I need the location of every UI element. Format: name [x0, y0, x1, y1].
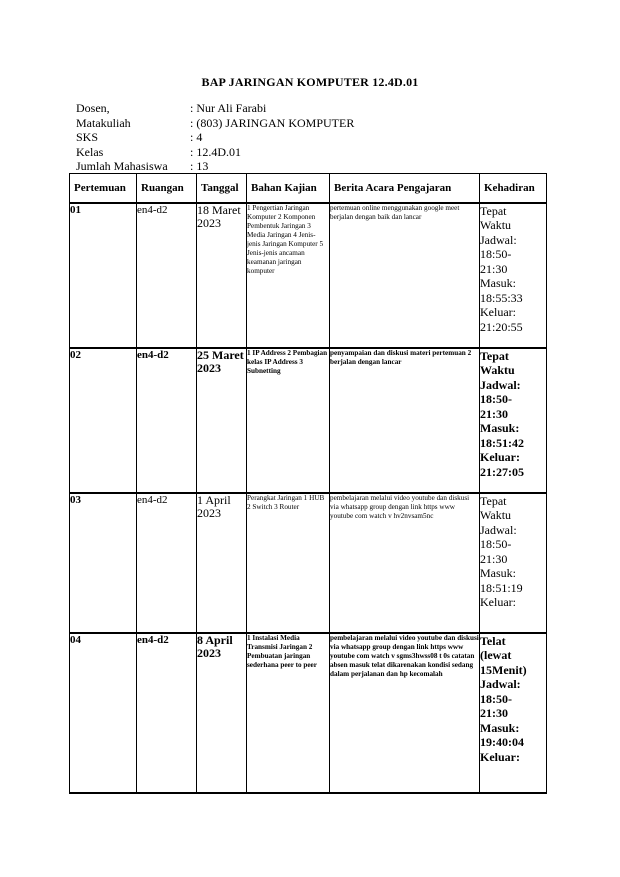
meta-row-matakuliah	[76, 116, 354, 131]
meta-key: Dosen,	[76, 101, 110, 115]
kehadiran-line: 18:50-	[480, 247, 512, 261]
kehadiran-line: Keluar:	[480, 305, 516, 319]
meta-key: Matakuliah	[76, 115, 131, 130]
kehadiran-line: Keluar:	[480, 450, 520, 464]
meta-value: : (803) JARINGAN KOMPUTER	[190, 115, 355, 130]
kehadiran-line: Keluar:	[480, 595, 516, 609]
kehadiran-line: 21:30	[480, 406, 508, 421]
kehadiran-line: (lewat	[480, 648, 512, 662]
header-bahan-kajian: Bahan Kajian	[247, 174, 330, 203]
table-row	[70, 633, 547, 793]
kehadiran-line: Jadwal:	[480, 677, 521, 691]
kehadiran-line: Telat	[480, 633, 506, 648]
kehadiran-line: Jadwal:	[480, 522, 517, 537]
cell-bahan-kajian: 1 Pengertian Jaringan Komputer 2 Komponen Pembentuk Jaringan 3 Media Jaringan 4 Jenis-jenis Jaringan Komputer 5 Jenis-jenis ancaman keamanan jaringan komputer	[247, 203, 330, 348]
kehadiran-line: 21:27:05	[480, 464, 524, 479]
kehadiran-line: 18:55:33	[480, 290, 523, 305]
kehadiran-line: 21:30	[480, 551, 508, 566]
header-ruangan: Ruangan	[137, 174, 197, 203]
kehadiran-line: 21:30	[480, 261, 508, 276]
cell-kehadiran	[480, 493, 547, 633]
kehadiran-line: 19:40:04	[480, 735, 524, 749]
cell-bahan-kajian: 1 Instalasi Media Transmisi Jaringan 2 Pembuatan jaringan sederhana peer to peer	[247, 633, 330, 793]
cell-ruangan: en4-d2	[137, 348, 197, 493]
table-row	[70, 348, 547, 493]
meta-key: SKS	[76, 130, 99, 144]
meta-row-kelas	[76, 145, 354, 160]
header-berita-acara: Berita Acara Pengajaran	[330, 174, 480, 203]
meta-row-sks	[76, 130, 354, 145]
cell-pertemuan: 02	[70, 348, 137, 493]
meta-value: : 13	[190, 159, 209, 173]
meta-key: Jumlah Mahasiswa	[76, 159, 168, 173]
cell-tanggal: 8 April 2023	[197, 633, 247, 793]
cell-tanggal: 25 Maret 2023	[197, 348, 247, 493]
meta-row-dosen	[76, 101, 354, 116]
bap-table	[69, 173, 547, 794]
kehadiran-line: Jadwal:	[480, 232, 517, 247]
header-pertemuan: Pertemuan	[70, 174, 137, 203]
kehadiran-line: Tepat	[480, 203, 507, 218]
kehadiran-line: 15Menit)	[480, 662, 527, 677]
kehadiran-line: Keluar:	[480, 749, 520, 764]
header-tanggal: Tanggal	[197, 174, 247, 203]
kehadiran-line: 18:50-	[480, 691, 512, 706]
kehadiran-line: Masuk:	[480, 720, 520, 735]
kehadiran-line: Tepat	[480, 493, 507, 508]
cell-berita-acara: pembelajaran melalui video youtube dan diskusi via whatsapp group dengan link https www youtube com watch v sgms3hwss08 t 0s catatan absen masuk telat dikarenakan kondisi sedang dalam perjalanan dan hp kecomalah	[330, 633, 480, 793]
table-row	[70, 203, 547, 348]
meta-value: : 12.4D.01	[190, 144, 241, 159]
kehadiran-line: 18:50-	[480, 537, 512, 551]
kehadiran-line: Masuk:	[480, 421, 520, 435]
cell-berita-acara: pertemuan online menggunakan google meet berjalan dengan baik dan lancar	[330, 203, 480, 348]
meta-key: Kelas	[76, 144, 104, 159]
cell-tanggal: 18 Maret 2023	[197, 203, 247, 348]
cell-bahan-kajian: 1 IP Address 2 Pembagian kelas IP Address 3 Subnetting	[247, 348, 330, 493]
table-row	[70, 493, 547, 633]
cell-tanggal: 1 April 2023	[197, 493, 247, 633]
cell-berita-acara: pembelajaran melalui video youtube dan diskusi via whatsapp group dengan link https www youtube com watch v hv2nvsam5nc	[330, 493, 480, 633]
kehadiran-line: Waktu	[480, 218, 512, 232]
kehadiran-line: 21:30	[480, 706, 508, 720]
meta-value: : 4	[190, 130, 203, 144]
cell-ruangan: en4-d2	[137, 203, 197, 348]
header-kehadiran: Kehadiran	[480, 174, 547, 203]
kehadiran-line: Jadwal:	[480, 377, 521, 392]
document-title: BAP JARINGAN KOMPUTER 12.4D.01	[201, 75, 419, 89]
kehadiran-line: 18:50-	[480, 392, 512, 406]
cell-kehadiran	[480, 203, 547, 348]
table-header-row	[70, 174, 547, 203]
cell-berita-acara: penyampaian dan diskusi materi pertemuan 2 berjalan dengan lancar	[330, 348, 480, 493]
kehadiran-line: Waktu	[480, 508, 512, 522]
kehadiran-line: Masuk:	[480, 276, 516, 290]
cell-pertemuan: 03	[70, 493, 137, 633]
cell-kehadiran	[480, 348, 547, 493]
kehadiran-line: 18:51:19	[480, 580, 523, 595]
kehadiran-line: Tepat	[480, 348, 509, 363]
cell-kehadiran	[480, 633, 547, 793]
meta-row-jumlah-mahasiswa	[76, 159, 354, 174]
kehadiran-line: Waktu	[480, 363, 515, 377]
cell-pertemuan: 04	[70, 633, 137, 793]
kehadiran-line: 18:51:42	[480, 435, 524, 450]
meta-value: : Nur Ali Farabi	[190, 101, 267, 115]
course-info	[76, 101, 354, 174]
kehadiran-line: Masuk:	[480, 566, 516, 580]
cell-bahan-kajian: Perangkat Jaringan 1 HUB 2 Switch 3 Router	[247, 493, 330, 633]
cell-ruangan: en4-d2	[137, 493, 197, 633]
cell-pertemuan: 01	[70, 203, 137, 348]
kehadiran-line: 21:20:55	[480, 319, 523, 334]
cell-ruangan: en4-d2	[137, 633, 197, 793]
